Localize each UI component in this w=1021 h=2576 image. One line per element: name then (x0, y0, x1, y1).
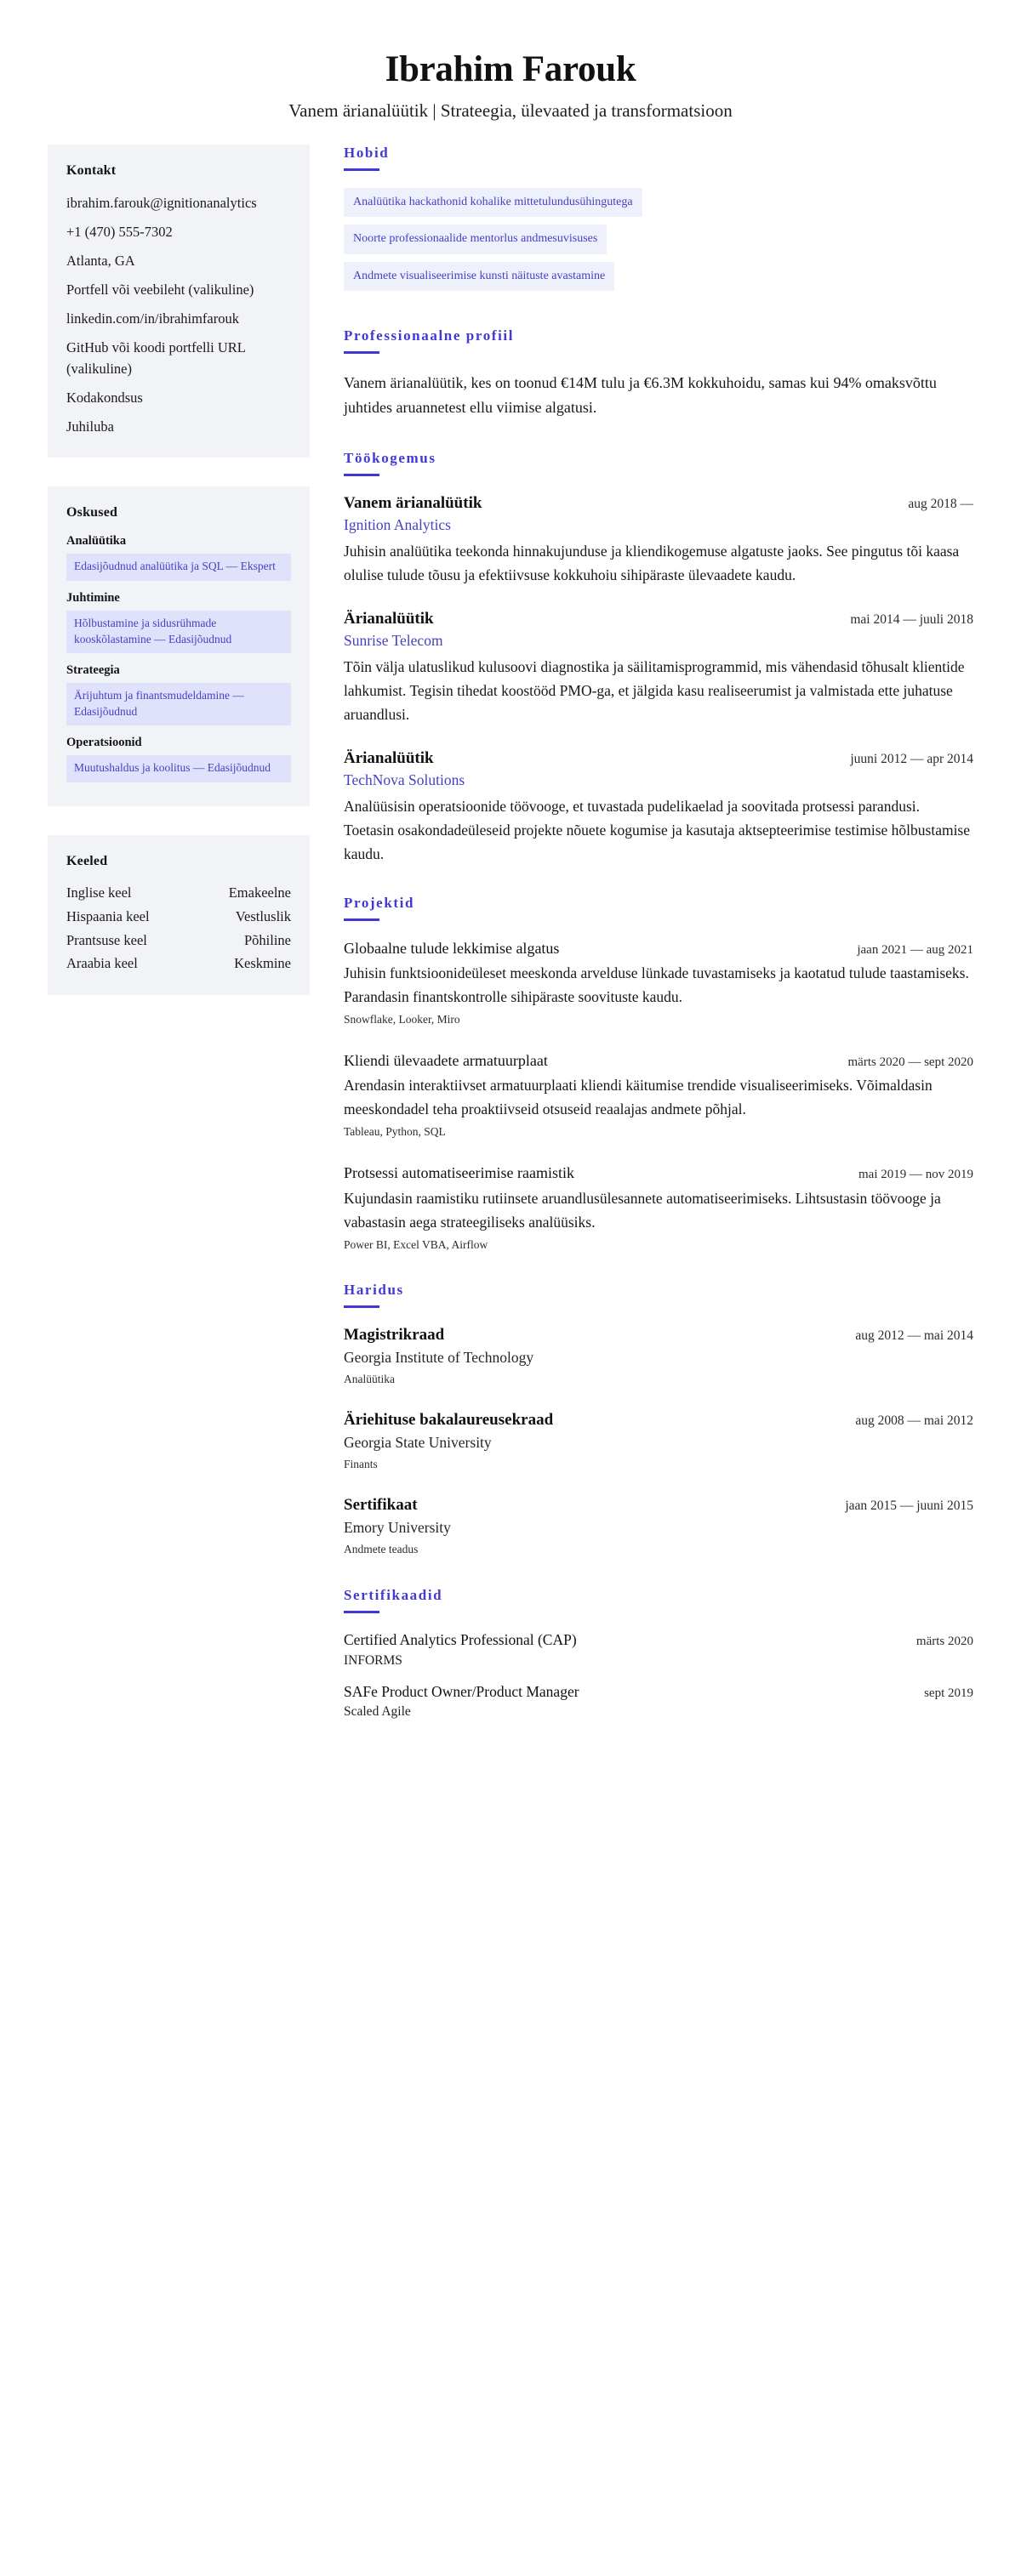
section-projects (344, 895, 973, 1254)
resume-body (48, 145, 973, 1721)
contact-item: Kodakondsus (66, 390, 143, 407)
section-rule (344, 168, 379, 171)
school-name: Emory University (344, 1518, 451, 1536)
project-dates: märts 2020 — sept 2020 (847, 1055, 973, 1070)
language-row (66, 930, 291, 952)
certification-title: SAFe Product Owner/Product Manager (344, 1682, 579, 1700)
languages-card-title: Keeled (66, 854, 108, 868)
section-experience (344, 450, 973, 866)
profile-summary: Vanem ärianalüütik, kes on toonud €14M tulu ja €6.3M kokkuhoidu, samas kui 94% omaksvõttu juhtides aruannetest ellu viimise algatusi. (344, 374, 937, 417)
project-entry (344, 938, 973, 1028)
section-title-education: Haridus (344, 1282, 404, 1299)
section-profile (344, 327, 973, 420)
experience-entry-head (344, 493, 973, 515)
language-level: Emakeelne (228, 884, 291, 901)
contact-item[interactable]: GitHub või koodi portfelli URL (valikuline) (66, 338, 246, 378)
certification-issuer: INFORMS (344, 1652, 402, 1668)
degree-dates: jaan 2015 — juuni 2015 (845, 1498, 973, 1514)
skill-group (66, 591, 291, 653)
experience-entry (344, 493, 973, 587)
field-of-study: Finants (344, 1458, 378, 1471)
skill-pill: Muutushaldus ja koolitus — Edasijõudnud (66, 755, 291, 782)
degree-title: Äriehituse bakalaureusekraad (344, 1411, 554, 1430)
section-rule (344, 1305, 379, 1308)
field-of-study: Andmete teadus (344, 1543, 419, 1556)
section-rule (344, 918, 379, 921)
field-of-study: Analüütika (344, 1373, 395, 1386)
certification-title: Certified Analytics Professional (CAP) (344, 1631, 577, 1649)
job-dates: juuni 2012 — apr 2014 (850, 751, 973, 766)
skill-group (66, 534, 291, 581)
degree-title: Magistrikraad (344, 1326, 445, 1345)
contact-card-title: Kontakt (66, 162, 117, 178)
skill-pill: Hõlbustamine ja sidusrühmade kooskõlastamine — Edasijõudnud (66, 611, 291, 653)
project-description: Kujundasin raamistiku rutiinsete aruandlusülesannete automatiseerimiseks. Lihtsustasin töövooge ja vabastasin aega strateegiliseks analüüsiks. (344, 1189, 941, 1231)
candidate-name: Ibrahim Farouk (385, 49, 636, 89)
experience-entry (344, 748, 973, 866)
certification-issuer: Scaled Agile (344, 1704, 411, 1720)
job-company: Sunrise Telecom (344, 632, 443, 650)
section-rule (344, 1611, 379, 1613)
project-dates: mai 2019 — nov 2019 (858, 1168, 973, 1182)
contact-card (48, 145, 310, 458)
degree-title: Sertifikaat (344, 1496, 418, 1515)
skill-group-label: Analüütika (66, 534, 127, 549)
certification-date: sept 2019 (924, 1686, 973, 1700)
languages-card (48, 835, 310, 995)
hobby-tag: Analüütika hackathonid kohalike mittetulundusühingutega (344, 188, 642, 218)
language-row (66, 883, 291, 904)
job-description: Juhisin analüütika teekonda hinnakujunduse ja kliendikogemuse algatuste jaoks. See pingutus tõi kaasa olulise tulude tõusu ja efektiivsuse kokkuhoiu sihipäraste ülevaadete kaudu. (344, 542, 960, 583)
hobby-tag: Noorte professionaalide mentorlus andmesuvisuses (344, 225, 607, 254)
project-description: Juhisin funktsioonideüleset meeskonda arvelduse lünkade tuvastamiseks ja kaotatud tulude taastamiseks. Parandasin finantskontrolle sihipäraste soovituste kaudu. (344, 964, 969, 1006)
language-name: Prantsuse keel (66, 931, 147, 948)
contact-item[interactable]: ibrahim.farouk@ignitionanalytics (66, 194, 257, 211)
project-entry-head (344, 1163, 973, 1183)
degree-dates: aug 2012 — mai 2014 (855, 1328, 973, 1344)
experience-entry-head (344, 748, 973, 770)
skill-pill: Edasijõudnud analüütika ja SQL — Ekspert (66, 554, 291, 581)
job-title: Vanem ärianalüütik (344, 493, 482, 512)
language-level: Põhiline (243, 931, 291, 948)
project-title: Protsessi automatiseerimise raamistik (344, 1164, 574, 1182)
project-entry (344, 1163, 973, 1253)
language-name: Hispaania keel (66, 907, 150, 924)
skill-group (66, 736, 291, 782)
job-title: Ärianalüütik (344, 748, 434, 767)
skill-group (66, 663, 291, 725)
certification-entry (344, 1682, 973, 1721)
project-title: Kliendi ülevaadete armatuurplaat (344, 1052, 548, 1070)
certification-date: märts 2020 (915, 1635, 973, 1649)
skill-group-label: Strateegia (66, 663, 120, 678)
skill-pill: Ärijuhtum ja finantsmudeldamine — Edasijõudnud (66, 683, 291, 725)
resume-header (48, 37, 973, 145)
project-tools: Power BI, Excel VBA, Airflow (344, 1237, 488, 1251)
education-entry (344, 1495, 973, 1558)
job-title: Ärianalüütik (344, 609, 434, 628)
project-entry-head (344, 1050, 973, 1071)
section-title-certifications: Sertifikaadid (344, 1587, 443, 1604)
hobby-tag-list (344, 188, 973, 299)
project-dates: jaan 2021 — aug 2021 (857, 942, 973, 957)
job-company: Ignition Analytics (344, 516, 451, 534)
section-certifications (344, 1587, 973, 1721)
language-name: Inglise keel (66, 884, 132, 901)
contact-item: Atlanta, GA (66, 252, 135, 269)
education-entry-head (344, 1410, 973, 1431)
contact-item[interactable]: linkedin.com/in/ibrahimfarouk (66, 310, 239, 327)
project-title: Globaalne tulude lekkimise algatus (344, 939, 560, 957)
section-title-profile: Professionaalne profiil (344, 327, 515, 344)
skills-card (48, 486, 310, 806)
language-name: Araabia keel (66, 955, 138, 972)
education-entry-head (344, 1495, 973, 1516)
contact-item: Juhiluba (66, 418, 114, 435)
hobby-tag: Andmete visualiseerimise kunsti näituste avastamine (344, 262, 614, 292)
section-title-hobbies: Hobid (344, 144, 390, 161)
section-rule (344, 351, 379, 354)
certification-entry-head (344, 1630, 973, 1651)
job-dates: mai 2014 — juuli 2018 (850, 611, 973, 627)
project-entry (344, 1050, 973, 1140)
education-entry-head (344, 1325, 973, 1346)
skills-card-title: Oskused (66, 505, 118, 520)
sidebar-column (48, 145, 328, 1024)
school-name: Georgia Institute of Technology (344, 1349, 534, 1367)
degree-dates: aug 2008 — mai 2012 (855, 1413, 973, 1429)
school-name: Georgia State University (344, 1434, 492, 1452)
skill-group-label: Juhtimine (66, 590, 120, 605)
section-hobbies (344, 145, 973, 299)
project-tools: Snowflake, Looker, Miro (344, 1013, 460, 1026)
experience-entry (344, 609, 973, 726)
project-tools: Tableau, Python, SQL (344, 1125, 446, 1139)
job-company: TechNova Solutions (344, 771, 465, 789)
section-title-projects: Projektid (344, 894, 415, 911)
job-description: Tõin välja ulatuslikud kulusoovi diagnostika ja säilitamisprogrammid, mis vähendasid tõhusalt klientide lahkumist. Tegisin tihedat koostööd PMO-ga, et jälgida kasu realiseerumist ja valmistada ette juhatuse aruandlusi. (344, 657, 965, 723)
certification-entry-head (344, 1682, 973, 1703)
language-row (66, 953, 291, 975)
job-dates: aug 2018 — (908, 496, 973, 511)
section-education (344, 1282, 973, 1558)
contact-list (66, 192, 291, 438)
section-rule (344, 474, 379, 476)
contact-item[interactable]: Portfell või veebileht (valikuline) (66, 281, 254, 298)
certification-entry (344, 1630, 973, 1669)
main-column (328, 145, 973, 1721)
language-level: Keskmine (234, 955, 291, 972)
project-entry-head (344, 938, 973, 958)
language-row (66, 907, 291, 928)
experience-entry-head (344, 609, 973, 630)
section-title-experience: Töökogemus (344, 449, 436, 466)
contact-item[interactable]: +1 (470) 555-7302 (66, 223, 173, 240)
education-entry (344, 1325, 973, 1388)
skill-group-label: Operatsioonid (66, 736, 142, 750)
language-level: Vestluslik (235, 907, 291, 924)
candidate-headline: Vanem ärianalüütik | Strateegia, ülevaated ja transformatsioon (288, 100, 733, 122)
education-entry (344, 1410, 973, 1473)
project-description: Arendasin interaktiivset armatuurplaati kliendi käitumise trendide visualiseerimiseks. Võimaldasin meeskondadel teha proaktiivseid otsuseid reaalajas andmete põhjal. (344, 1077, 933, 1118)
job-description: Analüüsisin operatsioonide töövooge, et tuvastada pudelikaelad ja soovitada protsessi parandusi. Toetasin osakondadeüleseid projekte nõuete kogumise ja kasutaja aktsepteerimise testimise hõlbustamise kaudu. (344, 797, 971, 862)
